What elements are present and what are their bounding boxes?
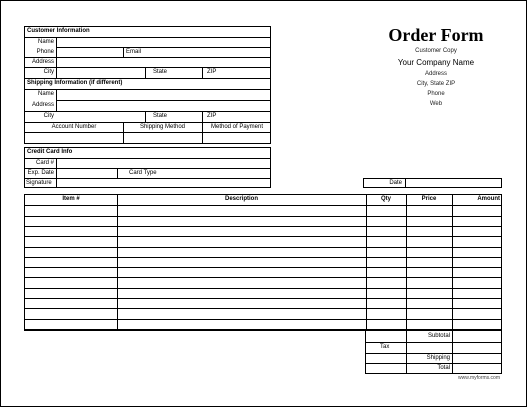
table-row-line [25, 308, 501, 309]
col-header-description: Description [224, 196, 258, 202]
shipping-total-label: Shipping [426, 355, 450, 361]
table-row-line [25, 226, 501, 227]
items-table [24, 194, 502, 331]
subtotal-label: Subtotal [427, 333, 450, 339]
table-row-line [25, 298, 501, 299]
col-header-qty: Qty [380, 196, 391, 202]
shipping-address-label: Address [31, 102, 54, 108]
credit-card-heading: Credit Card Info [27, 149, 73, 155]
shipping-info-heading: Shipping Information (if different) [27, 80, 123, 86]
payment-method-label: Method of Payment [210, 124, 264, 130]
date-label: Date [389, 180, 402, 186]
company-city-state-zip: City, State ZIP [416, 81, 456, 87]
customer-city-label: City [43, 69, 54, 75]
customer-email-label: Email [126, 49, 142, 55]
customer-info-box [24, 26, 271, 144]
shipping-city-label: City [43, 113, 54, 119]
table-row-line [25, 267, 501, 268]
customer-phone-label: Phone [36, 49, 54, 55]
tax-label: Tax [380, 344, 390, 350]
footer-url: www.myforms.com [458, 375, 500, 381]
card-type-label: Card Type [129, 170, 157, 176]
signature-label: Signature [26, 180, 52, 186]
shipping-zip-label: ZIP [207, 113, 217, 119]
exp-date-label: Exp. Date [27, 170, 54, 176]
shipping-name-label: Name [37, 91, 54, 97]
table-row-line [25, 216, 501, 217]
shipping-state-label: State [153, 113, 168, 119]
customer-name-label: Name [37, 39, 54, 45]
company-name: Your Company Name [397, 58, 475, 67]
table-row-line [25, 257, 501, 258]
table-row-line [25, 288, 501, 289]
col-header-price: Price [421, 196, 437, 202]
company-address: Address [424, 71, 447, 77]
form-title: Order Form [388, 25, 484, 45]
date-box [363, 178, 502, 188]
customer-address-label: Address [31, 59, 54, 65]
card-number-label: Card # [35, 160, 54, 166]
table-row-line [25, 205, 501, 206]
customer-info-heading: Customer Information [27, 28, 90, 34]
company-web: Web [429, 101, 443, 107]
shipping-method-label: Shipping Method [139, 124, 186, 130]
table-row-line [25, 247, 501, 248]
col-header-item: Item # [62, 196, 80, 202]
customer-state-label: State [153, 69, 168, 75]
customer-zip-label: ZIP [207, 69, 217, 75]
table-row-line [25, 277, 501, 278]
totals-box [365, 330, 502, 374]
credit-card-box [24, 147, 271, 188]
total-label: Total [437, 365, 450, 371]
col-header-amount: Amount [477, 196, 500, 202]
table-row-line [25, 236, 501, 237]
company-phone: Phone [427, 91, 445, 97]
table-row-line [25, 319, 501, 320]
copy-label: Customer Copy [415, 48, 457, 54]
account-number-label: Account Number [51, 124, 97, 130]
